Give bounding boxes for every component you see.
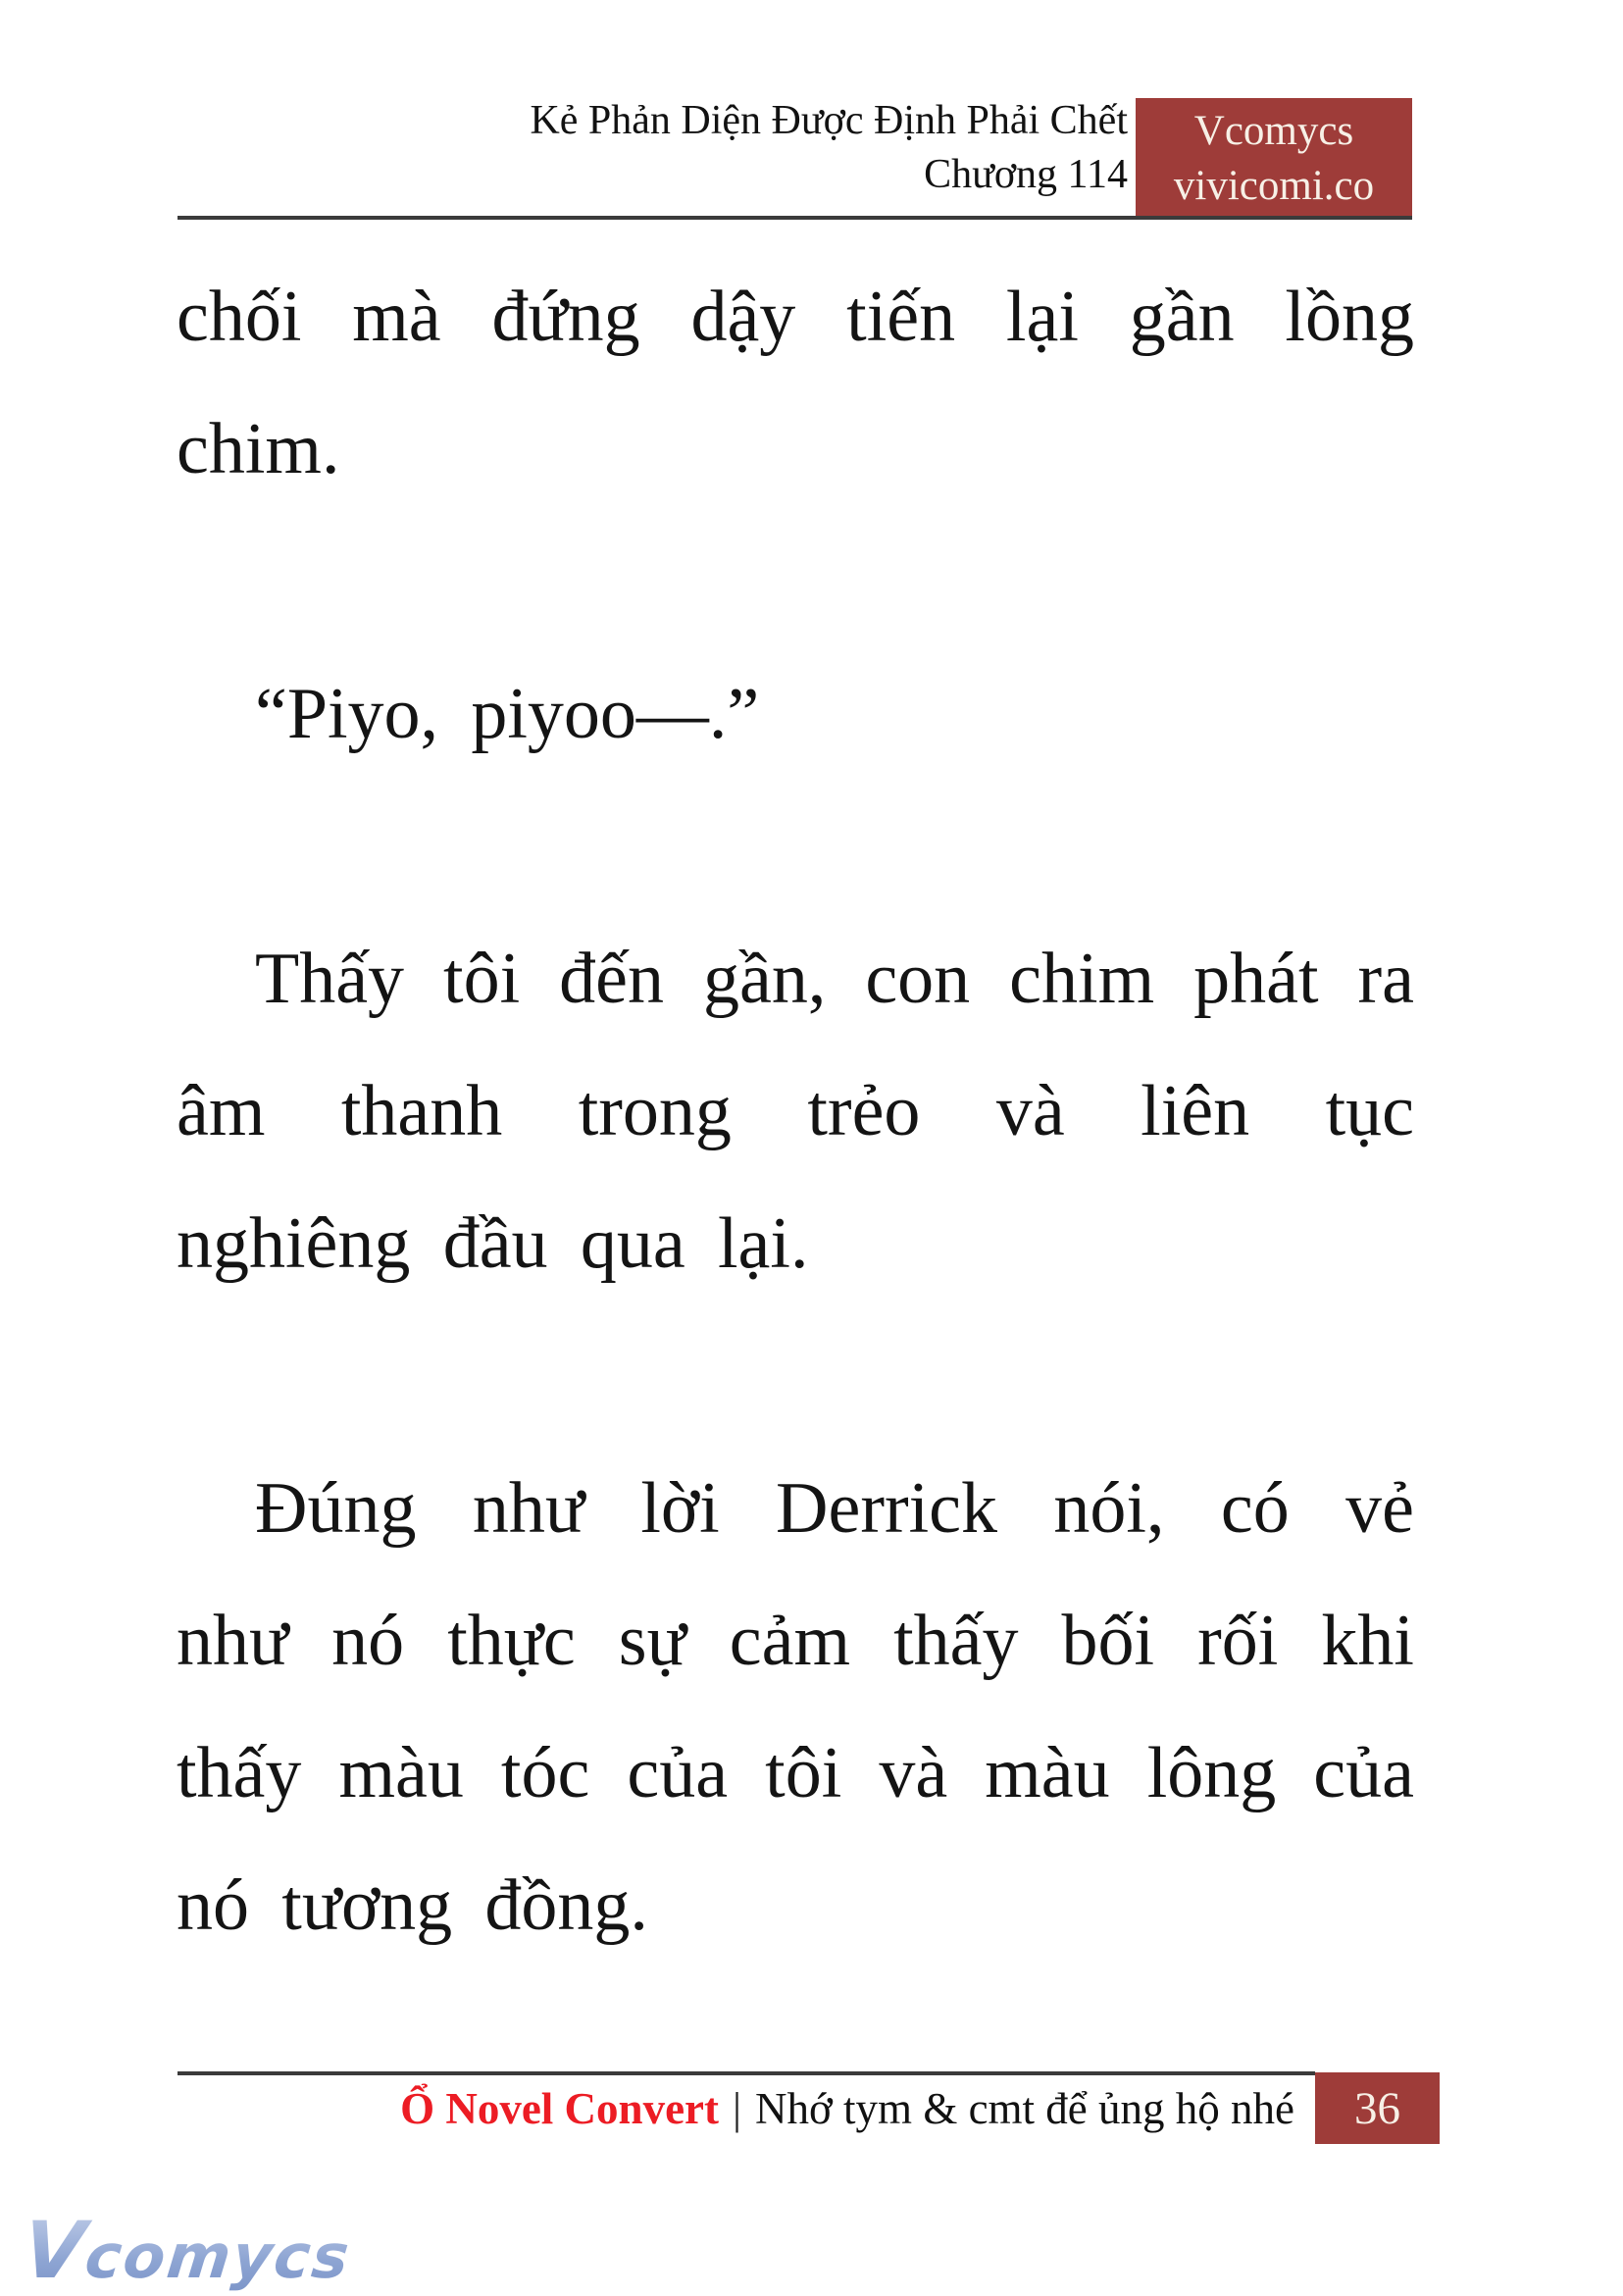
page-number: 36 (1354, 2082, 1400, 2134)
footer-divider (178, 2071, 1315, 2075)
paragraph: chối mà đứng dậy tiến lại gần lồng chim. (177, 277, 1414, 489)
paragraph: Đúng như lời Derrick nói, có vẻ như nó thực sự cảm thấy bối rối khi thấy màu tóc của tôi và màu lông của nó tương đồng. (177, 1468, 1414, 1946)
page-body (177, 251, 1414, 2105)
footer-brand-name: Ổ Novel Convert (400, 2084, 719, 2133)
book-title: Kẻ Phản Diện Được Định Phải Chết (530, 98, 1128, 143)
footer-credit (400, 2083, 1294, 2134)
chapter-number: Chương 114 (924, 152, 1128, 197)
vcomycs-watermark-logo (19, 2205, 356, 2296)
header-divider (178, 216, 1412, 220)
watermark-rest: comycs (81, 2220, 355, 2292)
brand-site: vivicomi.co (1173, 163, 1375, 209)
brand-name: Vcomycs (1193, 108, 1354, 154)
footer-note: Nhớ tym & cmt để ủng hộ nhé (755, 2084, 1294, 2133)
watermark-initial: V (19, 2205, 91, 2296)
page-number-badge (1315, 2072, 1440, 2144)
brand-box (1136, 98, 1412, 220)
footer-separator: | (733, 2084, 742, 2133)
paragraph: “Piyo, piyoo—.” (255, 674, 760, 754)
paragraph: Thấy tôi đến gần, con chim phát ra âm thanh trong trẻo và liên tục nghiêng đầu qua lại. (177, 939, 1414, 1284)
chapter-header (530, 94, 1128, 202)
